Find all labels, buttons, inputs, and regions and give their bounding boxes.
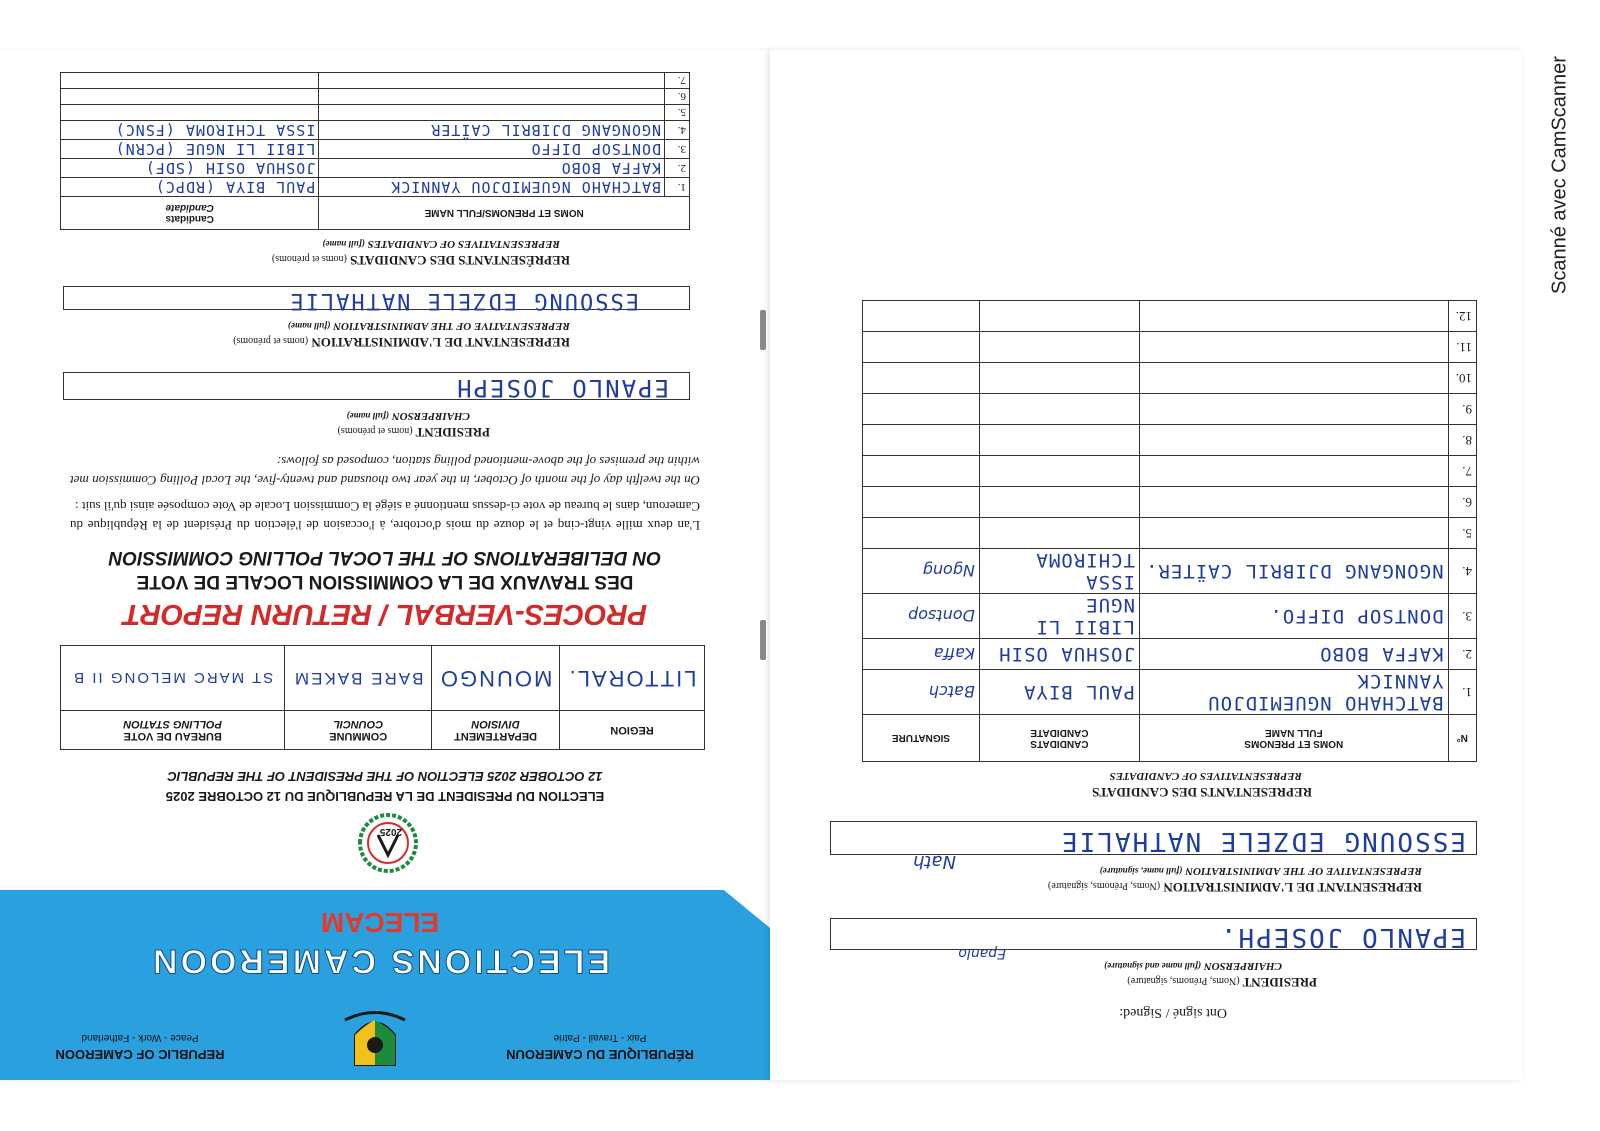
- election-logo-icon: [356, 811, 420, 875]
- row-signature: Batch: [863, 670, 980, 715]
- row-name: [1139, 394, 1448, 425]
- polling-station-value: ST MARC MELONG II B: [61, 646, 285, 711]
- header-signature: SIGNATURE: [863, 715, 980, 762]
- row-name: KAFFA BOBO: [1139, 639, 1448, 670]
- admin-label-fr: REPRESENTANT DE L'ADMINISTRATION (noms et prénoms): [233, 335, 570, 350]
- row-candidate: PAUL BIYA (RDPC): [61, 178, 319, 197]
- right-chairperson-label: CHAIRPERSON (full name and signature): [1104, 960, 1282, 972]
- row-name: [1139, 487, 1448, 518]
- admin-signature: Nath: [913, 851, 956, 872]
- scanner-watermark: [1545, 30, 1575, 320]
- right-admin-label-fr: REPRESENTANT DE L'ADMINISTRATION (Noms, Prénoms, signature): [1047, 880, 1422, 895]
- department-value: MOUNGO: [432, 646, 560, 711]
- row-name: [319, 105, 665, 121]
- election-logo: [356, 811, 420, 875]
- row-candidate: LIBII LI NGUE: [979, 594, 1139, 639]
- candidates-label-en: REPRESENTATIVES OF CANDIDATES (full name): [322, 238, 560, 250]
- row-number: 5.: [1448, 518, 1476, 549]
- row-number: 3.: [665, 140, 690, 159]
- row-number: 5.: [665, 105, 690, 121]
- row-candidate: [61, 73, 319, 89]
- right-admin-name: ESSOUNG EDZELE NATHALIE: [1059, 826, 1466, 856]
- row-signature: Ngong: [863, 549, 980, 594]
- scanner-watermark-text: Scanné avec CamScanner: [1548, 56, 1571, 294]
- row-candidate: PAUL BIYA: [979, 670, 1139, 715]
- row-candidate: LIBII LI NGUE (PCRN): [61, 140, 319, 159]
- row-name: [319, 89, 665, 105]
- row-number: 1.: [1448, 670, 1476, 715]
- chairperson-label: CHAIRPERSON (full name): [346, 410, 470, 422]
- row-signature: [863, 425, 980, 456]
- motto-fr: Paix - Travail - Patrie: [553, 1032, 647, 1043]
- candidates-label-fr: REPRÉSENTANTS DES CANDIDATS (noms et prénoms): [271, 253, 570, 268]
- row-name: [319, 73, 665, 89]
- row-number: 6.: [665, 89, 690, 105]
- header-region: REGION: [560, 711, 705, 750]
- staple: [760, 310, 766, 350]
- left-page: [0, 50, 770, 1080]
- row-number: 3.: [1448, 594, 1476, 639]
- row-candidate: [979, 425, 1139, 456]
- row-candidate: JOSHUA OSIH: [979, 639, 1139, 670]
- row-signature: [863, 487, 980, 518]
- row-candidate: ISSA TCHIROMA (FSNC): [61, 121, 319, 140]
- row-name: [1139, 425, 1448, 456]
- row-candidate: [979, 363, 1139, 394]
- report-text-fr: L'an deux mille vingt-cinq et le douze du mois d'octobre, à l'occasion de l'élection du Président de la République du Cameroun, dans le bureau de vote ci-dessus mentionné a siégé la Commission Locale de Vote composée ainsi qu'il suit :: [70, 499, 700, 533]
- president-signature: Epanlo: [958, 945, 1006, 961]
- row-number: 8.: [1448, 425, 1476, 456]
- table-row: [863, 456, 1477, 487]
- table-row: [61, 73, 690, 89]
- row-name: [1139, 456, 1448, 487]
- table-row: [863, 332, 1477, 363]
- row-signature: [863, 363, 980, 394]
- header-full-name: NOMS ET PRENOMS/FULL NAME: [319, 197, 690, 230]
- row-name: KAFFA BOBO: [319, 159, 665, 178]
- row-name: NGONGANG DJIBRIL CAÏTER: [319, 121, 665, 140]
- elecam-title: ELECTIONS CAMEROON: [149, 942, 611, 980]
- row-name: DONTSOP DIFFO.: [1139, 594, 1448, 639]
- republic-fr-text: RÉPUBLIQUE DU CAMEROUN: [506, 1047, 694, 1062]
- right-president-field: [830, 918, 1477, 961]
- row-name: BATCHAHO NGUEMIDJOU YANNICK: [319, 178, 665, 197]
- row-candidate: [979, 301, 1139, 332]
- row-candidate: [61, 89, 319, 105]
- row-signature: [863, 332, 980, 363]
- right-president-name: EPANLO JOSEPH.: [1218, 922, 1466, 952]
- council-value: BARE BAKEM: [285, 646, 432, 711]
- right-president-label: PRESIDENT (Noms, Prénoms, signature): [1127, 975, 1317, 990]
- report-subtitle-fr: DES TRAVAUX DE LA COMMISSION LOCALE DE VOTE: [136, 571, 634, 592]
- right-candidates-label-en: REPRESENTATIVES OF CANDIDATES: [1109, 770, 1302, 782]
- left-candidates-header: [61, 197, 690, 230]
- row-candidate: [979, 487, 1139, 518]
- row-candidate: ISSA TCHIROMA: [979, 549, 1139, 594]
- row-number: 7.: [1448, 456, 1476, 487]
- row-number: 12.: [1448, 301, 1476, 332]
- right-admin-label-en: REPRESENTATIVE OF THE ADMINISTRATION (full name, signature): [1099, 865, 1422, 877]
- table-row: [61, 121, 690, 140]
- report-text-en: On the twelfth day of the month of October, in the year two thousand and twenty-five, the Local Polling Commission met within the premises of the above-mentioned polling station, composed as follows:: [70, 454, 700, 488]
- row-candidate: [61, 105, 319, 121]
- row-number: 2.: [665, 159, 690, 178]
- right-candidates-label-fr: REPRESENTANTS DES CANDIDATS: [1092, 785, 1312, 800]
- table-row: [863, 425, 1477, 456]
- president-name: EPANLO JOSEPH: [455, 374, 669, 402]
- row-number: 4.: [665, 121, 690, 140]
- table-row: [61, 89, 690, 105]
- row-name: [1139, 301, 1448, 332]
- row-signature: [863, 518, 980, 549]
- row-signature: [863, 394, 980, 425]
- right-page: [770, 50, 1522, 1080]
- republic-fr: [475, 1032, 725, 1062]
- president-label: PRESIDENT (noms et prénoms): [337, 425, 490, 440]
- header-number: N°: [1448, 715, 1476, 762]
- elecam-short: ELECAM: [320, 907, 440, 938]
- table-row: [863, 394, 1477, 425]
- election-title-en: 12 OCTOBER 2025 ELECTION OF THE PRESIDENT OF THE REPUBLIC: [167, 769, 603, 784]
- motto-en: Peace - Work - Fatherland: [81, 1032, 199, 1043]
- row-candidate: [979, 456, 1139, 487]
- row-signature: Kaffa: [863, 639, 980, 670]
- row-number: 1.: [665, 178, 690, 197]
- admin-name-field: [63, 286, 690, 313]
- header-name: NOMS ET PRENOMS FULL NAME: [1139, 715, 1448, 762]
- header-polling-station: BUREAU DE VOTE POLLING STATION: [61, 711, 285, 750]
- election-title-fr: ELECTION DU PRESIDENT DE LA REPUBLIQUE DU 12 OCTOBRE 2025: [165, 789, 605, 804]
- row-candidate: [979, 332, 1139, 363]
- header-candidate: Candidats Candidate: [61, 197, 319, 230]
- region-value: LITTORAL.: [560, 646, 705, 711]
- staple: [760, 620, 766, 660]
- location-values-row: [61, 646, 705, 711]
- table-row: [863, 549, 1477, 594]
- header-candidate: CANDIDATS CANDIDATE: [979, 715, 1139, 762]
- row-signature: [863, 456, 980, 487]
- report-title: PROCES-VERBAL / RETURN REPORT: [122, 598, 648, 630]
- row-name: [1139, 518, 1448, 549]
- republic-en: [30, 1032, 250, 1062]
- republic-en-text: REPUBLIC OF CAMEROON: [55, 1047, 225, 1062]
- row-name: [1139, 332, 1448, 363]
- table-row: [61, 140, 690, 159]
- left-page-content: [0, 50, 770, 1080]
- row-name: BATCHAHO NGUEMIDJOU YANNICK: [1139, 670, 1448, 715]
- row-candidate: [979, 518, 1139, 549]
- right-candidates-table: [862, 300, 1477, 762]
- coat-of-arms-icon: [340, 1005, 410, 1075]
- row-candidate: [979, 394, 1139, 425]
- row-signature: [863, 301, 980, 332]
- row-signature: Dontsop: [863, 594, 980, 639]
- table-row: [863, 670, 1477, 715]
- table-row: [863, 301, 1477, 332]
- row-number: 11.: [1448, 332, 1476, 363]
- row-number: 9.: [1448, 394, 1476, 425]
- header-council: COMMUNE COUNCIL: [285, 711, 432, 750]
- header-department: DEPARTEMENT DIVISION: [432, 711, 560, 750]
- table-row: [61, 159, 690, 178]
- table-row: [61, 105, 690, 121]
- table-row: [863, 363, 1477, 394]
- table-row: [863, 594, 1477, 639]
- row-number: 6.: [1448, 487, 1476, 518]
- right-candidates-header: [863, 715, 1477, 762]
- location-header-row: [61, 711, 705, 750]
- table-row: [61, 178, 690, 197]
- location-table: [60, 645, 705, 750]
- row-number: 2.: [1448, 639, 1476, 670]
- row-name: DONTSOP DIFFO: [319, 140, 665, 159]
- report-subtitle-en: ON DELIBERATIONS OF THE LOCAL POLLING COMMISSION: [108, 547, 662, 568]
- logo-year: 2025: [379, 826, 402, 837]
- right-page-content: [770, 50, 1522, 1080]
- table-row: [863, 639, 1477, 670]
- row-name: NGONGANG DJIBRIL CAÏTER.: [1139, 549, 1448, 594]
- table-row: [863, 487, 1477, 518]
- admin-name: ESSOUNG EDZELE NATHALIE: [288, 288, 639, 313]
- row-candidate: JOSHUA OSIH (SDF): [61, 159, 319, 178]
- row-name: [1139, 363, 1448, 394]
- president-name-field: [63, 372, 690, 400]
- table-row: [863, 518, 1477, 549]
- admin-label-en: REPRESENTATIVE OF THE ADMINISTRATION (full name): [287, 320, 570, 332]
- signed-label: Ont signé / Signed:: [1119, 1005, 1227, 1020]
- row-number: 7.: [665, 73, 690, 89]
- row-number: 4.: [1448, 549, 1476, 594]
- left-candidates-table: [60, 72, 690, 230]
- row-number: 10.: [1448, 363, 1476, 394]
